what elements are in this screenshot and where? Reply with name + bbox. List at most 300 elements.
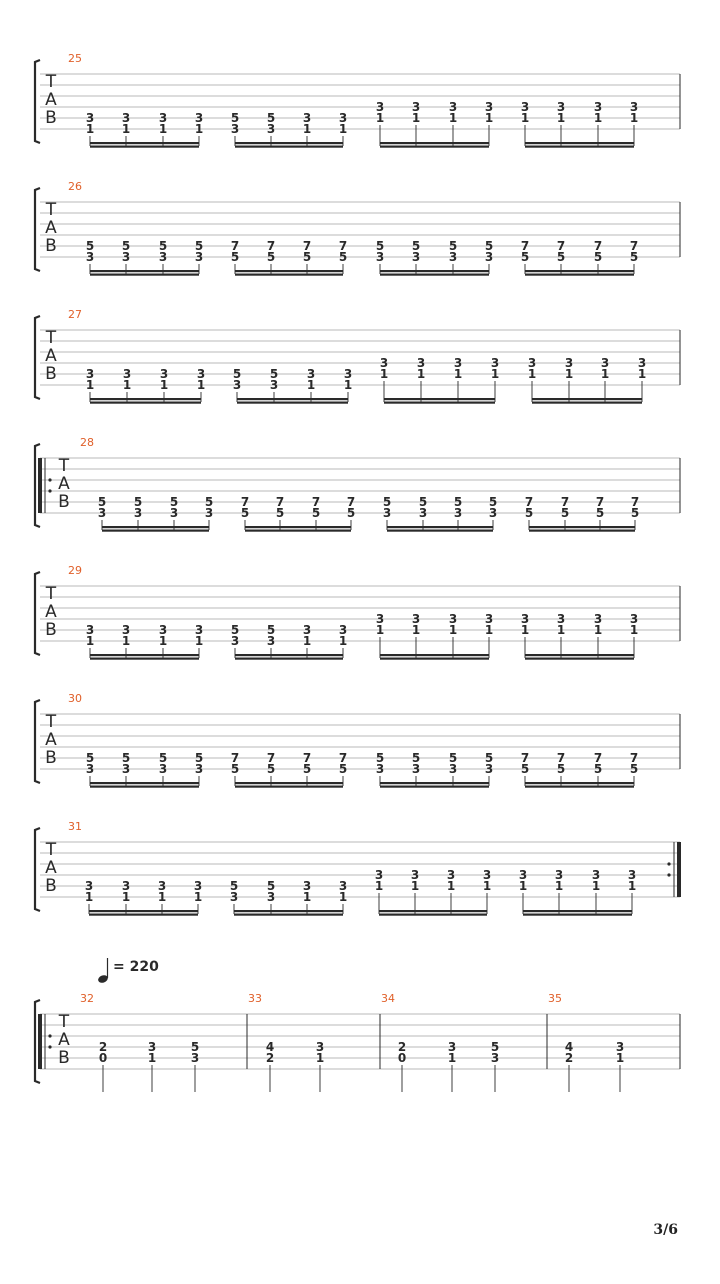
fret-number: 5 [97, 495, 107, 509]
fret-number: 1 [158, 634, 168, 648]
fret-number: 3 [448, 250, 458, 264]
tempo-marking [97, 958, 159, 984]
beam [235, 146, 343, 148]
beam [102, 526, 209, 528]
fret-number: 1 [448, 111, 458, 125]
fret-number: 7 [593, 751, 603, 765]
fret-number: 5 [169, 495, 179, 509]
fret-number: 3 [229, 890, 239, 904]
tab-clef-t: T [58, 456, 70, 476]
beam [523, 914, 632, 916]
fret-number: 1 [121, 890, 131, 904]
beam [380, 658, 489, 660]
beam [237, 398, 348, 400]
fret-number: 5 [488, 495, 498, 509]
fret-number: 1 [158, 122, 168, 136]
fret-number: 1 [121, 634, 131, 648]
beam [235, 654, 343, 656]
fret-number: 7 [302, 239, 312, 253]
repeat-start-thick-bar [38, 1014, 42, 1069]
fret-number: 0 [397, 1051, 407, 1065]
fret-number: 1 [593, 111, 603, 125]
fret-number: 5 [190, 1040, 200, 1054]
fret-number: 3 [382, 506, 392, 520]
beam [90, 146, 199, 148]
fret-number: 3 [85, 623, 95, 637]
tab-clef-b: B [45, 108, 57, 128]
beam [234, 914, 343, 916]
tab-clef-b: B [45, 876, 57, 896]
fret-number: 1 [374, 879, 384, 893]
fret-number: 3 [190, 1051, 200, 1065]
fret-number: 5 [556, 250, 566, 264]
tab-staff-0 [35, 52, 680, 148]
fret-number: 7 [266, 751, 276, 765]
fret-number: 5 [593, 762, 603, 776]
fret-number: 1 [122, 378, 132, 392]
fret-number: 5 [230, 762, 240, 776]
fret-number: 5 [375, 239, 385, 253]
fret-number: 3 [157, 879, 167, 893]
fret-number: 5 [275, 506, 285, 520]
fret-number: 7 [240, 495, 250, 509]
beam [525, 274, 634, 276]
fret-number: 3 [230, 634, 240, 648]
fret-number: 7 [266, 239, 276, 253]
fret-number: 1 [629, 111, 639, 125]
fret-number: 3 [85, 762, 95, 776]
fret-number: 1 [556, 623, 566, 637]
fret-number: 3 [453, 356, 463, 370]
fret-number: 5 [266, 762, 276, 776]
fret-number: 3 [147, 1040, 157, 1054]
beam [90, 274, 199, 276]
beam [90, 786, 199, 788]
repeat-dot [667, 873, 670, 876]
fret-number: 3 [410, 868, 420, 882]
fret-number: 1 [379, 367, 389, 381]
tab-clef-a: A [45, 218, 57, 238]
beam [380, 142, 489, 144]
fret-number: 3 [343, 367, 353, 381]
fret-number: 3 [158, 250, 168, 264]
fret-number: 3 [97, 506, 107, 520]
fret-number: 1 [593, 623, 603, 637]
fret-number: 3 [484, 100, 494, 114]
fret-number: 1 [193, 890, 203, 904]
fret-number: 2 [397, 1040, 407, 1054]
fret-number: 1 [306, 378, 316, 392]
fret-number: 1 [518, 879, 528, 893]
beam [102, 530, 209, 532]
fret-number: 3 [158, 762, 168, 776]
fret-number: 1 [411, 623, 421, 637]
fret-number: 5 [448, 751, 458, 765]
repeat-dot [48, 1034, 51, 1037]
fret-number: 1 [315, 1051, 325, 1065]
fret-number: 3 [446, 868, 456, 882]
fret-number: 5 [448, 239, 458, 253]
fret-number: 3 [85, 367, 95, 381]
tab-clef-t: T [45, 200, 57, 220]
fret-number: 3 [448, 612, 458, 626]
fret-number: 1 [453, 367, 463, 381]
fret-number: 5 [484, 239, 494, 253]
fret-number: 5 [266, 111, 276, 125]
fret-number: 1 [157, 890, 167, 904]
fret-number: 3 [302, 623, 312, 637]
fret-number: 3 [122, 367, 132, 381]
system-bracket [35, 700, 40, 783]
fret-number: 5 [229, 879, 239, 893]
beam [235, 270, 343, 272]
repeat-dot [48, 478, 51, 481]
fret-number: 1 [447, 1051, 457, 1065]
fret-number: 7 [560, 495, 570, 509]
beam [380, 270, 489, 272]
tab-clef-t: T [58, 1012, 70, 1032]
fret-number: 1 [194, 122, 204, 136]
fret-number: 3 [490, 1051, 500, 1065]
beam [234, 910, 343, 912]
beam [380, 654, 489, 656]
fret-number: 3 [158, 111, 168, 125]
beam [90, 142, 199, 144]
fret-number: 1 [159, 378, 169, 392]
fret-number: 5 [158, 239, 168, 253]
fret-number: 3 [194, 623, 204, 637]
fret-number: 2 [265, 1051, 275, 1065]
fret-number: 5 [121, 239, 131, 253]
beam [237, 402, 348, 404]
fret-number: 3 [338, 879, 348, 893]
fret-number: 3 [484, 762, 494, 776]
beam [525, 142, 634, 144]
tab-clef-b: B [58, 492, 70, 512]
fret-number: 5 [411, 239, 421, 253]
fret-number: 1 [343, 378, 353, 392]
tab-clef-a: A [58, 474, 70, 494]
fret-number: 5 [266, 623, 276, 637]
fret-number: 1 [629, 623, 639, 637]
fret-number: 1 [600, 367, 610, 381]
beam [90, 654, 199, 656]
beam [525, 654, 634, 656]
fret-number: 1 [482, 879, 492, 893]
fret-number: 1 [520, 623, 530, 637]
measure-number: 32 [80, 992, 94, 1005]
beam [532, 402, 642, 404]
fret-number: 5 [520, 762, 530, 776]
beam [379, 910, 487, 912]
beam [90, 270, 199, 272]
beam [235, 782, 343, 784]
fret-number: 5 [560, 506, 570, 520]
fret-number: 5 [133, 495, 143, 509]
beam [380, 786, 489, 788]
fret-number: 1 [637, 367, 647, 381]
fret-number: 5 [311, 506, 321, 520]
measure-number: 30 [68, 692, 82, 705]
fret-number: 3 [302, 111, 312, 125]
measure-number: 33 [248, 992, 262, 1005]
fret-number: 1 [416, 367, 426, 381]
fret-number: 7 [629, 239, 639, 253]
fret-number: 3 [193, 879, 203, 893]
beam [89, 910, 198, 912]
fret-number: 5 [230, 623, 240, 637]
fret-number: 3 [453, 506, 463, 520]
fret-number: 3 [556, 100, 566, 114]
fret-number: 3 [194, 762, 204, 776]
fret-number: 3 [375, 250, 385, 264]
fret-number: 3 [266, 122, 276, 136]
fret-number: 3 [520, 100, 530, 114]
beam [235, 658, 343, 660]
repeat-end-thick-bar [677, 842, 681, 897]
fret-number: 5 [230, 111, 240, 125]
page-number: 3/6 [653, 1222, 678, 1238]
tab-clef-a: A [58, 1030, 70, 1050]
measure-number: 27 [68, 308, 82, 321]
fret-number: 3 [484, 250, 494, 264]
fret-number: 3 [411, 250, 421, 264]
fret-number: 3 [448, 762, 458, 776]
tab-staff-1 [35, 180, 680, 276]
fret-number: 1 [302, 890, 312, 904]
fret-number: 3 [158, 623, 168, 637]
tab-clef-t: T [45, 840, 57, 860]
fret-number: 1 [490, 367, 500, 381]
fret-number: 3 [302, 879, 312, 893]
fret-number: 3 [447, 1040, 457, 1054]
measure-number: 28 [80, 436, 94, 449]
beam [380, 146, 489, 148]
fret-number: 3 [266, 890, 276, 904]
fret-number: 5 [520, 250, 530, 264]
fret-number: 3 [375, 100, 385, 114]
fret-number: 3 [418, 506, 428, 520]
beam [387, 526, 493, 528]
measure-number: 34 [381, 992, 395, 1005]
fret-number: 1 [84, 890, 94, 904]
beam [525, 658, 634, 660]
fret-number: 3 [269, 378, 279, 392]
repeat-dot [667, 862, 670, 865]
system-bracket [35, 572, 40, 655]
fret-number: 7 [302, 751, 312, 765]
fret-number: 1 [338, 890, 348, 904]
fret-number: 3 [591, 868, 601, 882]
repeat-dot [48, 489, 51, 492]
fret-number: 1 [196, 378, 206, 392]
fret-number: 3 [306, 367, 316, 381]
fret-number: 1 [556, 111, 566, 125]
fret-number: 3 [374, 868, 384, 882]
fret-number: 3 [554, 868, 564, 882]
fret-number: 3 [379, 356, 389, 370]
fret-number: 7 [338, 239, 348, 253]
fret-number: 7 [520, 751, 530, 765]
beam [245, 526, 351, 528]
tab-clef-a: A [45, 730, 57, 750]
tab-clef-b: B [58, 1048, 70, 1068]
fret-number: 5 [194, 751, 204, 765]
beam [525, 782, 634, 784]
tab-clef-b: B [45, 620, 57, 640]
beam [245, 530, 351, 532]
tab-clef-t: T [45, 584, 57, 604]
fret-number: 1 [484, 111, 494, 125]
beam [235, 142, 343, 144]
fret-number: 7 [520, 239, 530, 253]
fret-number: 3 [411, 762, 421, 776]
fret-number: 3 [416, 356, 426, 370]
system-bracket [35, 828, 40, 911]
fret-number: 5 [230, 250, 240, 264]
fret-number: 4 [265, 1040, 275, 1054]
fret-number: 5 [630, 506, 640, 520]
fret-number: 0 [98, 1051, 108, 1065]
fret-number: 3 [84, 879, 94, 893]
fret-number: 7 [346, 495, 356, 509]
beam [387, 530, 493, 532]
fret-number: 3 [338, 111, 348, 125]
fret-number: 5 [338, 762, 348, 776]
fret-number: 1 [302, 634, 312, 648]
fret-number: 1 [554, 879, 564, 893]
beam [235, 786, 343, 788]
tab-clef-t: T [45, 712, 57, 732]
fret-number: 5 [338, 250, 348, 264]
fret-number: 3 [411, 612, 421, 626]
beam [90, 782, 199, 784]
fret-number: 3 [169, 506, 179, 520]
fret-number: 1 [338, 122, 348, 136]
fret-number: 5 [302, 250, 312, 264]
fret-number: 3 [85, 111, 95, 125]
fret-number: 3 [159, 367, 169, 381]
fret-number: 1 [520, 111, 530, 125]
beam [525, 786, 634, 788]
repeat-dot [48, 1045, 51, 1048]
fret-number: 5 [346, 506, 356, 520]
repeat-start-thick-bar [38, 458, 42, 513]
fret-number: 1 [591, 879, 601, 893]
fret-number: 3 [338, 623, 348, 637]
fret-number: 3 [484, 612, 494, 626]
tab-clef-a: A [45, 858, 57, 878]
fret-number: 3 [232, 378, 242, 392]
tab-staff-4 [35, 564, 680, 660]
fret-number: 5 [194, 239, 204, 253]
fret-number: 3 [375, 612, 385, 626]
fret-number: 1 [484, 623, 494, 637]
system-bracket [35, 188, 40, 271]
fret-number: 3 [121, 623, 131, 637]
fret-number: 1 [564, 367, 574, 381]
fret-number: 5 [85, 751, 95, 765]
tab-clef-a: A [45, 346, 57, 366]
fret-number: 5 [629, 762, 639, 776]
fret-number: 5 [266, 879, 276, 893]
fret-number: 5 [158, 751, 168, 765]
beam [90, 658, 199, 660]
fret-number: 3 [133, 506, 143, 520]
fret-number: 1 [627, 879, 637, 893]
measure-number: 29 [68, 564, 82, 577]
fret-number: 7 [556, 239, 566, 253]
fret-number: 5 [375, 751, 385, 765]
fret-number: 7 [275, 495, 285, 509]
tempo-value: = 220 [113, 959, 159, 975]
beam [525, 146, 634, 148]
fret-number: 3 [556, 612, 566, 626]
fret-number: 5 [484, 751, 494, 765]
tab-staff-7 [35, 992, 680, 1092]
system-bracket [35, 60, 40, 143]
fret-number: 3 [520, 612, 530, 626]
beam [384, 398, 495, 400]
beam [525, 270, 634, 272]
fret-number: 3 [600, 356, 610, 370]
fret-number: 5 [302, 762, 312, 776]
beam [529, 530, 635, 532]
fret-number: 1 [448, 623, 458, 637]
fret-number: 1 [375, 111, 385, 125]
fret-number: 2 [564, 1051, 574, 1065]
tab-clef-b: B [45, 748, 57, 768]
tab-staff-5 [35, 692, 680, 788]
beam [384, 402, 495, 404]
tab-clef-b: B [45, 236, 57, 256]
beam [90, 402, 201, 404]
fret-number: 3 [593, 100, 603, 114]
tab-clef-a: A [45, 90, 57, 110]
fret-number: 3 [411, 100, 421, 114]
system-bracket [35, 316, 40, 399]
fret-number: 5 [524, 506, 534, 520]
fret-number: 7 [593, 239, 603, 253]
tab-staff-2 [35, 308, 680, 404]
tab-staff-3 [35, 436, 680, 532]
beam [90, 398, 201, 400]
fret-number: 3 [564, 356, 574, 370]
fret-number: 3 [85, 250, 95, 264]
fret-number: 3 [518, 868, 528, 882]
fret-number: 3 [448, 100, 458, 114]
tab-clef-t: T [45, 328, 57, 348]
fret-number: 5 [418, 495, 428, 509]
measure-number: 25 [68, 52, 82, 65]
fret-number: 5 [490, 1040, 500, 1054]
fret-number: 7 [630, 495, 640, 509]
fret-number: 7 [556, 751, 566, 765]
fret-number: 3 [593, 612, 603, 626]
measure-number: 26 [68, 180, 82, 193]
fret-number: 1 [375, 623, 385, 637]
fret-number: 3 [488, 506, 498, 520]
fret-number: 1 [147, 1051, 157, 1065]
fret-number: 3 [121, 762, 131, 776]
fret-number: 3 [196, 367, 206, 381]
beam [379, 914, 487, 916]
beam [235, 274, 343, 276]
beam [380, 274, 489, 276]
fret-number: 4 [564, 1040, 574, 1054]
tab-clef-a: A [45, 602, 57, 622]
fret-number: 3 [375, 762, 385, 776]
